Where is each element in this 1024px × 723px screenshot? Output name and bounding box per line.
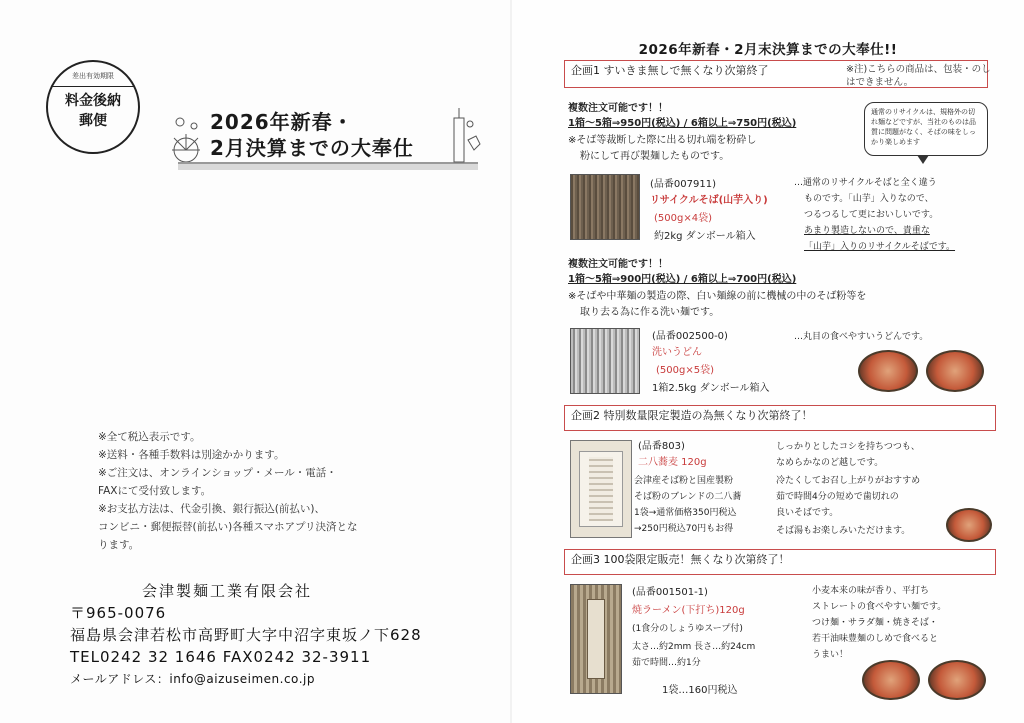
p2-comment: …丸目の食べやすいうどんです。 xyxy=(794,332,929,342)
udon-dish-photo xyxy=(858,350,918,392)
right-page-title: 2026年新春・2月末決算までの大奉仕!! xyxy=(638,42,898,58)
plan1-note: ※注)こちらの商品は、包装・のしはできません。 xyxy=(846,64,991,88)
plan2-desc4: →250円税込70円もお得 xyxy=(634,524,734,534)
p1-comment1: …通常のリサイクルそばと全く違う xyxy=(794,178,937,188)
plan2-comment5: 良いそばです。 xyxy=(776,508,839,518)
postage-paid-stamp xyxy=(46,60,140,154)
plan2-comment1: しっかりとしたコシを持ちつつも、 xyxy=(776,442,920,452)
company-address: 福島県会津若松市高野町大字中沼字東坂ノ下628 xyxy=(70,626,422,644)
package-label xyxy=(589,457,613,521)
header-title-line2: 2月決算までの大奉仕 xyxy=(210,136,414,160)
postmark-main-text: 料金後納 xyxy=(65,93,121,109)
plan1-offer2-head: 複数注文可能です！！ xyxy=(568,259,668,270)
company-postal: 〒965-0076 xyxy=(70,604,167,622)
plan2-desc1: 会津産そば粉と国産製粉 xyxy=(634,476,734,486)
plan2-comment2: なめらかなのど越しです。 xyxy=(776,458,884,468)
ramen-dish-photo xyxy=(862,660,920,700)
plan1-offer2-desc2: 取り去る為に作る洗い麺です。 xyxy=(580,307,720,318)
plan3-code: (品番001501-1) xyxy=(632,587,708,598)
note-line: ※全て税込表示です。 xyxy=(98,431,201,443)
plan2-comment3: 冷たくしてお召し上がりがおすすめ xyxy=(776,476,921,486)
plan3-comment1: 小麦本来の味が香り、平打ち xyxy=(812,586,930,596)
p1-size: (500g×4袋) xyxy=(654,213,712,224)
company-info xyxy=(70,580,490,690)
p1-box: 約2kg ダンボール箱入 xyxy=(654,231,756,242)
right-page xyxy=(512,0,1024,723)
p1-comment3: つるつるして更においしいです。 xyxy=(804,210,939,220)
plan3-label: 企画3 100袋限定販売！無くなり次第終了！ xyxy=(571,553,790,566)
plan2-comment4: 茹で時間4分の短めで歯切れの xyxy=(776,492,899,502)
plan1-offer1-head: 複数注文可能です！！ xyxy=(568,103,668,114)
p2-size: (500g×5袋) xyxy=(656,365,714,376)
p1-comment2: ものです。「山芋」入りなので、 xyxy=(804,194,934,204)
nihachi-soba-package-photo xyxy=(570,440,632,538)
postmark-top-text: 差出有効期限 xyxy=(72,72,114,80)
plan3-comment3: つけ麺・サラダ麺・焼きそば・ xyxy=(812,618,938,628)
soba-dish-photo xyxy=(946,508,992,542)
recycle-soba-photo xyxy=(570,174,640,240)
package-label xyxy=(587,599,605,679)
plan3-comment5: うまい！ xyxy=(812,650,849,660)
plan3-name: 焼ラーメン(下打ち)120g xyxy=(632,605,745,616)
arai-udon-photo xyxy=(570,328,640,394)
postmark-sub-text: 郵便 xyxy=(79,113,107,129)
plan2-comment6: そば湯もお楽しみいただけます。 xyxy=(776,526,911,536)
yaki-ramen-package-photo xyxy=(570,584,622,694)
plan3-header xyxy=(564,549,996,575)
note-line: ※ご注文は、オンラインショップ・メール・電話・ xyxy=(98,467,337,479)
p1-comment4: あまり製造しないので、貴重な xyxy=(804,226,930,236)
plan2-name: 二八蕎麦 120g xyxy=(638,457,707,468)
plan3-desc1: (1食分のしょうゆスープ付) xyxy=(632,624,743,634)
p2-box: 1箱2.5kg ダンボール箱入 xyxy=(652,383,770,394)
campaign-header xyxy=(168,100,488,180)
plan3-comment4: 若干油味豊麺のしめで食べると xyxy=(812,634,939,644)
note-line: ※お支払方法は、代金引換、銀行振込(前払い)、 xyxy=(98,503,325,515)
order-notes xyxy=(98,428,438,554)
plan2-desc2: そば粉のブレンドの二八蕎 xyxy=(634,492,742,502)
plan3-desc3: 茹で時間…約1分 xyxy=(632,658,701,668)
p2-code: (品番002500-0) xyxy=(652,331,728,342)
header-title-line1: 2026年新春・ xyxy=(210,110,354,134)
plan1-offer1-desc2: 粉にして再び製麺したものです。 xyxy=(580,151,730,162)
note-line: ります。 xyxy=(98,539,140,551)
plan1-label: 企画1 すいきま無しで無くなり次第終了 xyxy=(571,64,769,77)
udon-dish-photo-2 xyxy=(926,350,984,392)
plan1-offer1-desc1: ※そば等裁断した際に出る切れ端を粉砕し xyxy=(568,135,757,146)
plan2-code: (品番803) xyxy=(638,441,685,452)
ramen-dish-photo-2 xyxy=(928,660,986,700)
plan1-offer2-price: 1箱～5箱⇒900円(税込) / 6箱以上⇒700円(税込) xyxy=(568,274,797,285)
plan3-comment2: ストレートの食べやすい麺です。 xyxy=(812,602,947,612)
plan1-callout-bubble: 通常のリサイクルは、規格外の切れ麺などですが、当社のものは品質に問題がなく、そばの味をしっかり楽しめます xyxy=(864,102,988,156)
company-name: 会津製麺工業有限会社 xyxy=(142,582,313,600)
plan3-price: 1袋…160円税込 xyxy=(662,685,738,696)
p1-comment5: 「山芋」入りのリサイクルそばです。 xyxy=(804,242,956,252)
company-phone: TEL0242 32 1646 FAX0242 32-3911 xyxy=(70,648,372,666)
plan1-offer2-desc1: ※そばや中華麺の製造の際、白い麺線の前に機械の中のそば粉等を xyxy=(568,291,867,302)
postmark-divider xyxy=(52,86,134,87)
company-email: メールアドレス：info@aizuseimen.co.jp xyxy=(70,672,315,686)
plan2-desc3: 1袋→通常価格350円税込 xyxy=(634,508,737,518)
p1-code: (品番007911) xyxy=(650,179,716,190)
plan1-offer1-price: 1箱～5箱⇒950円(税込) / 6箱以上⇒750円(税込) xyxy=(568,118,797,129)
plan2-header xyxy=(564,405,996,431)
p1-name: リサイクルそば(山芋入り) xyxy=(650,195,768,206)
note-line: ※送料・各種手数料は別途かかります。 xyxy=(98,449,285,461)
note-line: FAXにて受付致します。 xyxy=(98,485,212,497)
plan3-desc2: 太さ…約2mm 長さ…約24cm xyxy=(632,642,756,652)
plan2-label: 企画2 特別数量限定製造の為無くなり次第終了！ xyxy=(571,409,813,422)
note-line: コンビニ・郵便振替(前払い)各種スマホアプリ決済とな xyxy=(98,521,358,533)
p2-name: 洗いうどん xyxy=(652,347,702,358)
